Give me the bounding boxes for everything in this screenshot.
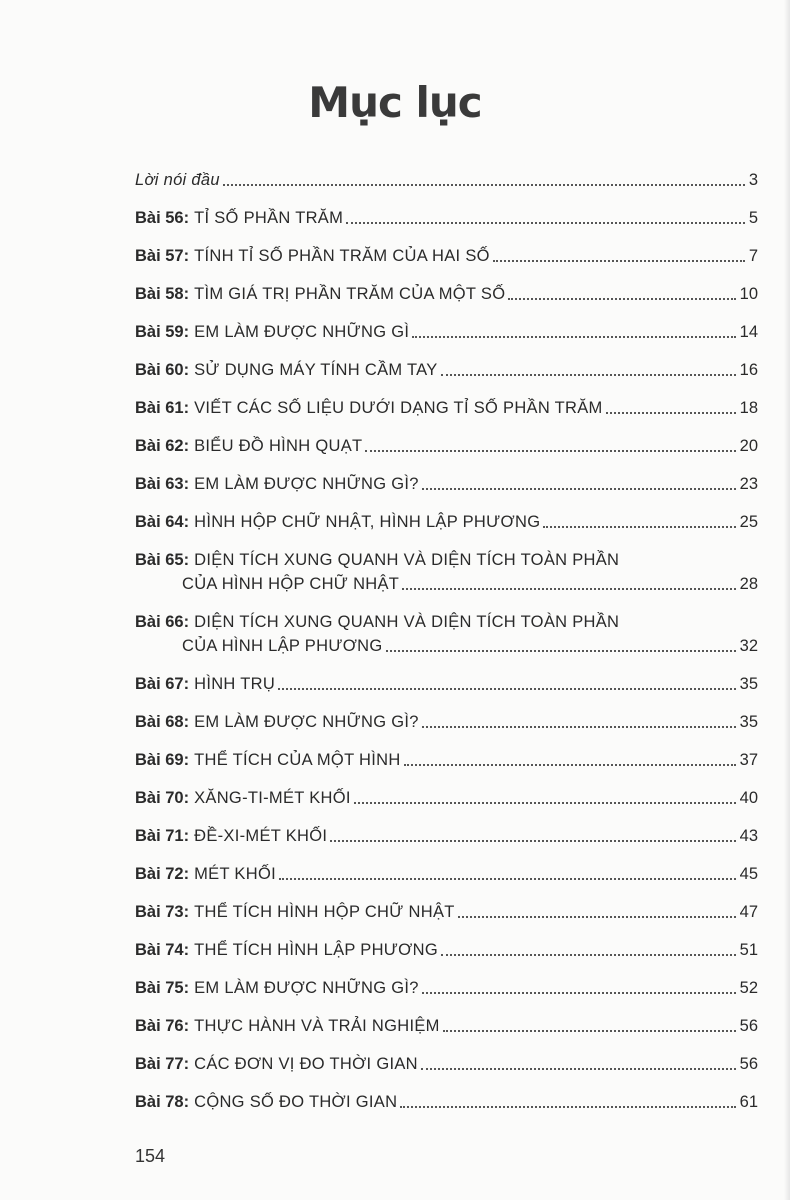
entry-text: ĐỀ-XI-MÉT KHỐI — [194, 827, 328, 845]
entry-label: Bài 78: — [135, 1093, 190, 1111]
dot-leader — [386, 650, 736, 652]
entry-page: 52 — [739, 979, 758, 997]
dot-leader — [412, 336, 735, 338]
entry-page: 14 — [739, 323, 758, 341]
entry-label: Bài 60: — [135, 361, 190, 379]
entry-text: THỂ TÍCH HÌNH HỘP CHỮ NHẬT — [194, 903, 455, 921]
toc-entry[interactable] — [135, 846, 758, 884]
entry-text: VIẾT CÁC SỐ LIỆU DƯỚI DẠNG TỈ SỐ PHẦN TRĂM — [194, 399, 603, 417]
dot-leader — [346, 222, 745, 224]
dot-leader — [402, 588, 735, 590]
entry-page: 28 — [739, 575, 758, 593]
toc-entry[interactable] — [135, 494, 758, 532]
entry-page: 32 — [739, 637, 758, 655]
dot-leader — [606, 412, 736, 414]
entry-text: EM LÀM ĐƯỢC NHỮNG GÌ? — [194, 475, 419, 493]
dot-leader — [508, 298, 735, 300]
toc-entry[interactable] — [135, 998, 758, 1036]
toc-entry[interactable] — [135, 532, 758, 594]
entry-label: Bài 70: — [135, 789, 190, 807]
entry-page: 45 — [739, 865, 758, 883]
entry-text-continued: CỦA HÌNH HỘP CHỮ NHẬT — [182, 575, 400, 593]
dot-leader — [279, 878, 736, 880]
dot-leader — [441, 954, 736, 956]
toc-entry[interactable] — [135, 884, 758, 922]
entry-text: THỂ TÍCH HÌNH LẬP PHƯƠNG — [194, 941, 438, 959]
entry-page: 3 — [748, 171, 758, 189]
dot-leader — [400, 1106, 735, 1108]
entry-label: Bài 62: — [135, 437, 190, 455]
dot-leader — [543, 526, 735, 528]
entry-text: BIỂU ĐỒ HÌNH QUẠT — [194, 437, 363, 455]
entry-label: Bài 72: — [135, 865, 190, 883]
entry-text: CÁC ĐƠN VỊ ĐO THỜI GIAN — [194, 1055, 418, 1073]
toc-entry[interactable] — [135, 342, 758, 380]
page-number: 154 — [135, 1146, 166, 1166]
entry-page: 43 — [739, 827, 758, 845]
entry-text: HÌNH HỘP CHỮ NHẬT, HÌNH LẬP PHƯƠNG — [194, 513, 541, 531]
toc-entry[interactable] — [135, 1036, 758, 1074]
entry-label: Bài 74: — [135, 941, 190, 959]
dot-leader — [330, 840, 735, 842]
entry-label: Bài 57: — [135, 247, 190, 265]
toc-entry[interactable] — [135, 1074, 758, 1112]
entry-label: Bài 63: — [135, 475, 190, 493]
toc-entry[interactable] — [135, 694, 758, 732]
entry-label: Bài 71: — [135, 827, 190, 845]
entry-label: Bài 59: — [135, 323, 190, 341]
entry-text: MÉT KHỐI — [194, 865, 276, 883]
entry-text: EM LÀM ĐƯỢC NHỮNG GÌ? — [194, 713, 419, 731]
page-edge-shadow — [784, 0, 790, 1200]
entry-text: XĂNG-TI-MÉT KHỐI — [194, 789, 351, 807]
entry-page: 5 — [748, 209, 758, 227]
entry-label: Bài 73: — [135, 903, 190, 921]
toc-entry[interactable] — [135, 922, 758, 960]
entry-label: Bài 75: — [135, 979, 190, 997]
toc-entry[interactable] — [135, 960, 758, 998]
toc-entry[interactable] — [135, 732, 758, 770]
entry-text: Lời nói đầu — [135, 171, 220, 189]
entry-text: EM LÀM ĐƯỢC NHỮNG GÌ — [194, 323, 410, 341]
toc-entry[interactable] — [135, 380, 758, 418]
entry-text: EM LÀM ĐƯỢC NHỮNG GÌ? — [194, 979, 419, 997]
toc-entry[interactable] — [135, 228, 758, 266]
toc-entry[interactable] — [135, 418, 758, 456]
entry-label: Bài 77: — [135, 1055, 190, 1073]
toc-entry[interactable] — [135, 656, 758, 694]
entry-page: 18 — [739, 399, 758, 417]
dot-leader — [278, 688, 736, 690]
entry-label: Bài 76: — [135, 1017, 190, 1035]
entry-page: 37 — [739, 751, 758, 769]
entry-label: Bài 65: — [135, 551, 190, 569]
toc-entry[interactable] — [135, 594, 758, 656]
entry-text: DIỆN TÍCH XUNG QUANH VÀ DIỆN TÍCH TOÀN PHẦN — [194, 613, 620, 631]
entry-page: 40 — [739, 789, 758, 807]
entry-text: THỰC HÀNH VÀ TRẢI NGHIỆM — [194, 1017, 440, 1035]
dot-leader — [422, 488, 736, 490]
dot-leader — [223, 184, 745, 186]
entry-label: Bài 64: — [135, 513, 190, 531]
toc-entry[interactable] — [135, 808, 758, 846]
entry-text: TÌM GIÁ TRỊ PHẦN TRĂM CỦA MỘT SỐ — [194, 285, 506, 303]
dot-leader — [458, 916, 736, 918]
toc-entry-intro[interactable] — [135, 152, 758, 190]
toc-entry[interactable] — [135, 770, 758, 808]
entry-text: TÍNH TỈ SỐ PHẦN TRĂM CỦA HAI SỐ — [194, 247, 490, 265]
entry-page: 56 — [739, 1055, 758, 1073]
entry-label: Bài 61: — [135, 399, 190, 417]
toc-entry[interactable] — [135, 304, 758, 342]
entry-page: 23 — [739, 475, 758, 493]
entry-text: THỂ TÍCH CỦA MỘT HÌNH — [194, 751, 401, 769]
dot-leader — [441, 374, 736, 376]
entry-page: 35 — [739, 675, 758, 693]
dot-leader — [422, 726, 736, 728]
entry-page: 51 — [739, 941, 758, 959]
entry-label: Bài 69: — [135, 751, 190, 769]
entry-label: Bài 66: — [135, 613, 190, 631]
entry-text: DIỆN TÍCH XUNG QUANH VÀ DIỆN TÍCH TOÀN PHẦN — [194, 551, 620, 569]
page-title: Mục lục — [308, 78, 482, 127]
toc-entry[interactable] — [135, 190, 758, 228]
dot-leader — [365, 450, 735, 452]
entry-label: Bài 67: — [135, 675, 190, 693]
entry-text: HÌNH TRỤ — [194, 675, 276, 693]
entry-page: 56 — [739, 1017, 758, 1035]
entry-page: 35 — [739, 713, 758, 731]
entry-page: 47 — [739, 903, 758, 921]
dot-leader — [354, 802, 736, 804]
entry-page: 10 — [739, 285, 758, 303]
entry-page: 7 — [748, 247, 758, 265]
dot-leader — [443, 1030, 736, 1032]
entry-text: TỈ SỐ PHẦN TRĂM — [194, 209, 344, 227]
dot-leader — [422, 992, 736, 994]
table-of-contents — [135, 152, 758, 1112]
entry-label: Bài 58: — [135, 285, 190, 303]
entry-label: Bài 68: — [135, 713, 190, 731]
entry-text: SỬ DỤNG MÁY TÍNH CẦM TAY — [194, 361, 438, 379]
dot-leader — [421, 1068, 736, 1070]
entry-text-continued: CỦA HÌNH LẬP PHƯƠNG — [182, 637, 383, 655]
toc-entry[interactable] — [135, 266, 758, 304]
entry-label: Bài 56: — [135, 209, 190, 227]
entry-page: 61 — [739, 1093, 758, 1111]
entry-page: 16 — [739, 361, 758, 379]
entry-page: 25 — [739, 513, 758, 531]
toc-entry[interactable] — [135, 456, 758, 494]
dot-leader — [493, 260, 745, 262]
entry-page: 20 — [739, 437, 758, 455]
entry-text: CỘNG SỐ ĐO THỜI GIAN — [194, 1093, 398, 1111]
dot-leader — [404, 764, 736, 766]
